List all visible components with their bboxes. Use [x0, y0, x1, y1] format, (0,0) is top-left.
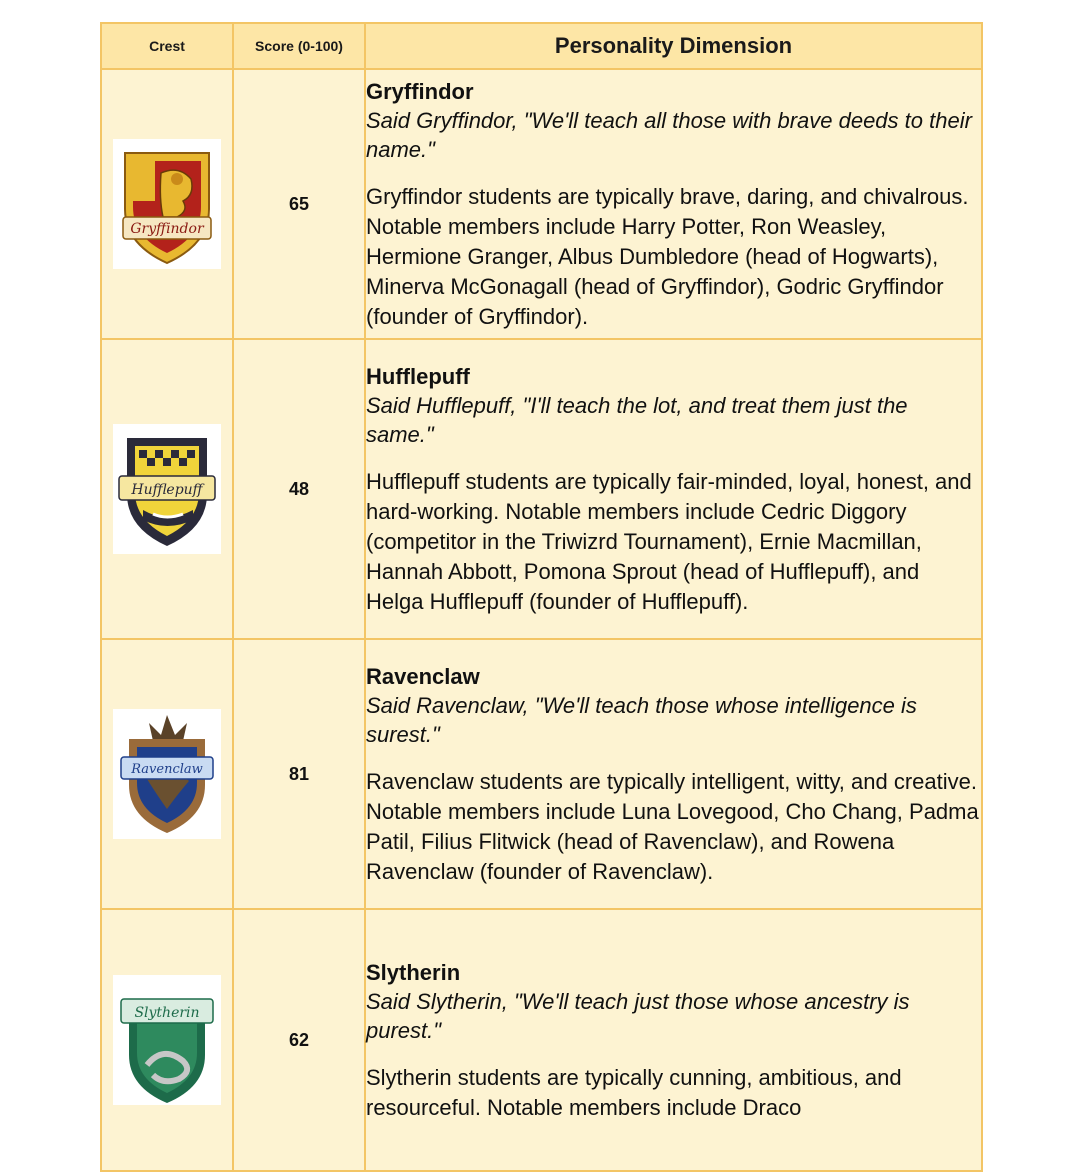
svg-text:Hufflepuff: Hufflepuff	[131, 482, 203, 498]
personality-dimension-cell	[365, 69, 982, 339]
table-header-row	[101, 23, 982, 69]
house-name: Hufflepuff	[366, 363, 470, 389]
header-score: Score (0-100)	[233, 23, 365, 69]
svg-text:Ravenclaw: Ravenclaw	[131, 762, 203, 777]
personality-dimension-cell	[365, 339, 982, 639]
hufflepuff-crest-icon	[113, 424, 221, 554]
houses-table	[100, 22, 983, 1172]
table-row	[101, 339, 982, 639]
house-quote: Said Hufflepuff, "I'll teach the lot, and treat them just the same."	[366, 392, 908, 447]
house-quote: Said Slytherin, "We'll teach just those whose ancestry is purest."	[366, 988, 910, 1043]
score-value: 48	[233, 339, 365, 639]
score-value: 62	[233, 909, 365, 1171]
house-description: Gryffindor students are typically brave, daring, and chivalrous. Notable members include Harry Potter, Ron Weasley, Hermione Granger, Albus Dumbledore (head of Hogwarts), Minerva McGonagall (head of Gryffindor), Godric Gryffindor (founder of Gryffindor).	[366, 183, 969, 329]
house-name: Gryffindor	[366, 78, 474, 104]
personality-dimension-cell	[365, 909, 982, 1171]
header-personality-dimension: Personality Dimension	[365, 23, 982, 69]
svg-text:Slytherin: Slytherin	[134, 1005, 200, 1021]
house-quote: Said Gryffindor, "We'll teach all those with brave deeds to their name."	[366, 107, 972, 162]
header-crest: Crest	[101, 23, 233, 69]
ravenclaw-crest-icon	[113, 709, 221, 839]
table-row	[101, 639, 982, 909]
svg-text:Gryffindor: Gryffindor	[130, 221, 204, 237]
house-description: Ravenclaw students are typically intelligent, witty, and creative. Notable members include Luna Lovegood, Cho Chang, Padma Patil, Filius Flitwick (head of Ravenclaw), and Rowena Ravenclaw (founder of Ravenclaw).	[366, 768, 979, 884]
score-value: 65	[233, 69, 365, 339]
slytherin-crest-icon	[113, 975, 221, 1105]
crest-cell	[101, 339, 233, 639]
house-name: Ravenclaw	[366, 663, 480, 689]
crest-cell	[101, 69, 233, 339]
house-description: Hufflepuff students are typically fair-minded, loyal, honest, and hard-working. Notable members include Cedric Diggory (competitor in the Triwizrd Tournament), Ernie Macmillan, Hannah Abbott, Pomona Sprout (head of Hufflepuff), and Helga Hufflepuff (founder of Hufflepuff).	[366, 468, 972, 614]
personality-dimension-cell	[365, 639, 982, 909]
gryffindor-crest-icon	[113, 139, 221, 269]
score-value: 81	[233, 639, 365, 909]
house-description: Slytherin students are typically cunning, ambitious, and resourceful. Notable members include Draco	[366, 1064, 902, 1120]
house-name: Slytherin	[366, 959, 461, 985]
crest-cell	[101, 639, 233, 909]
house-quote: Said Ravenclaw, "We'll teach those whose intelligence is surest."	[366, 692, 917, 747]
table-row	[101, 909, 982, 1171]
crest-cell	[101, 909, 233, 1171]
table-row	[101, 69, 982, 339]
